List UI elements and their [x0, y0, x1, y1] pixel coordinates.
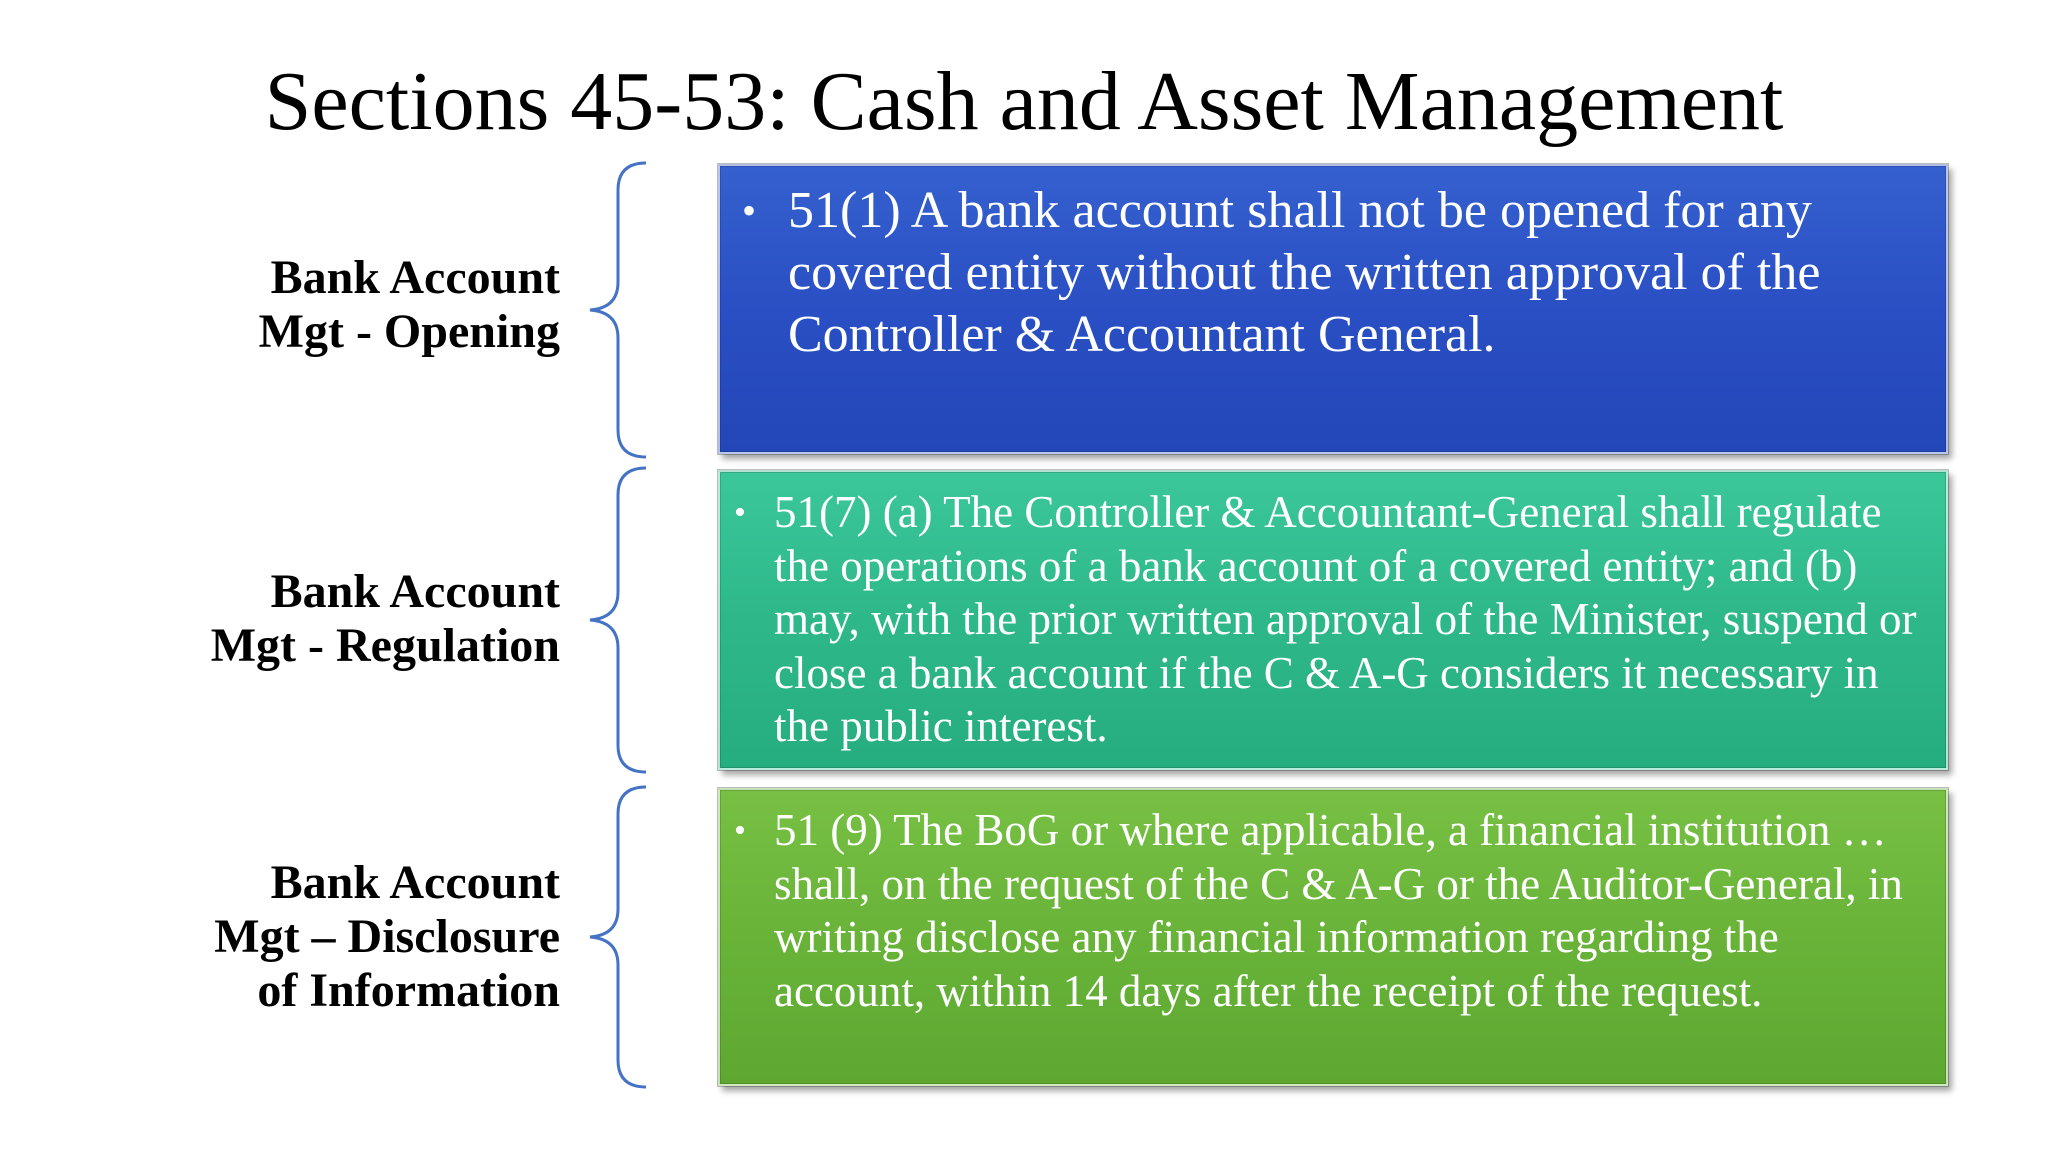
bullet-icon: • — [734, 812, 746, 849]
content-box-disclosure — [718, 788, 1948, 1086]
bullet-item — [720, 486, 1940, 754]
row-label-regulation — [120, 565, 560, 673]
row-label-line: of Information — [257, 964, 560, 1017]
bullet-icon: • — [742, 188, 757, 233]
row-label-line: Mgt – Disclosure — [214, 910, 560, 963]
content-box-regulation — [718, 470, 1948, 770]
left-curly-brace-icon — [582, 784, 672, 1090]
row-label-line: Mgt - Opening — [258, 305, 560, 358]
row-label-line: Mgt - Regulation — [210, 619, 560, 672]
row-label-line: Bank Account — [270, 856, 560, 909]
bullet-item — [720, 180, 1930, 366]
bullet-text: 51(7) (a) The Controller & Accountant-General shall regulate the operations of a bank account of a covered entity; and (b) may, with the prior written approval of the Minister, suspend or close a bank account if the C & A-G considers it necessary in the public interest. — [774, 487, 1917, 751]
bullet-text: 51 (9) The BoG or where applicable, a financial institution … shall, on the request of the C & A-G or the Auditor-General, in writing disclose any financial information regarding the account, within 14 days after the receipt of the request. — [774, 805, 1903, 1016]
row-label-line: Bank Account — [270, 565, 560, 618]
bullet-item — [720, 804, 1940, 1018]
bullet-icon: • — [734, 494, 746, 531]
content-box-opening — [718, 164, 1948, 454]
left-curly-brace-icon — [582, 465, 672, 775]
row-label-opening — [120, 251, 560, 359]
slide-title: Sections 45-53: Cash and Asset Management — [264, 55, 1784, 148]
bullet-text: 51(1) A bank account shall not be opened for any covered entity without the written approval of the Controller & Accountant General. — [788, 182, 1821, 363]
row-label-disclosure — [120, 856, 560, 1018]
left-curly-brace-icon — [582, 160, 672, 460]
row-label-line: Bank Account — [270, 251, 560, 304]
